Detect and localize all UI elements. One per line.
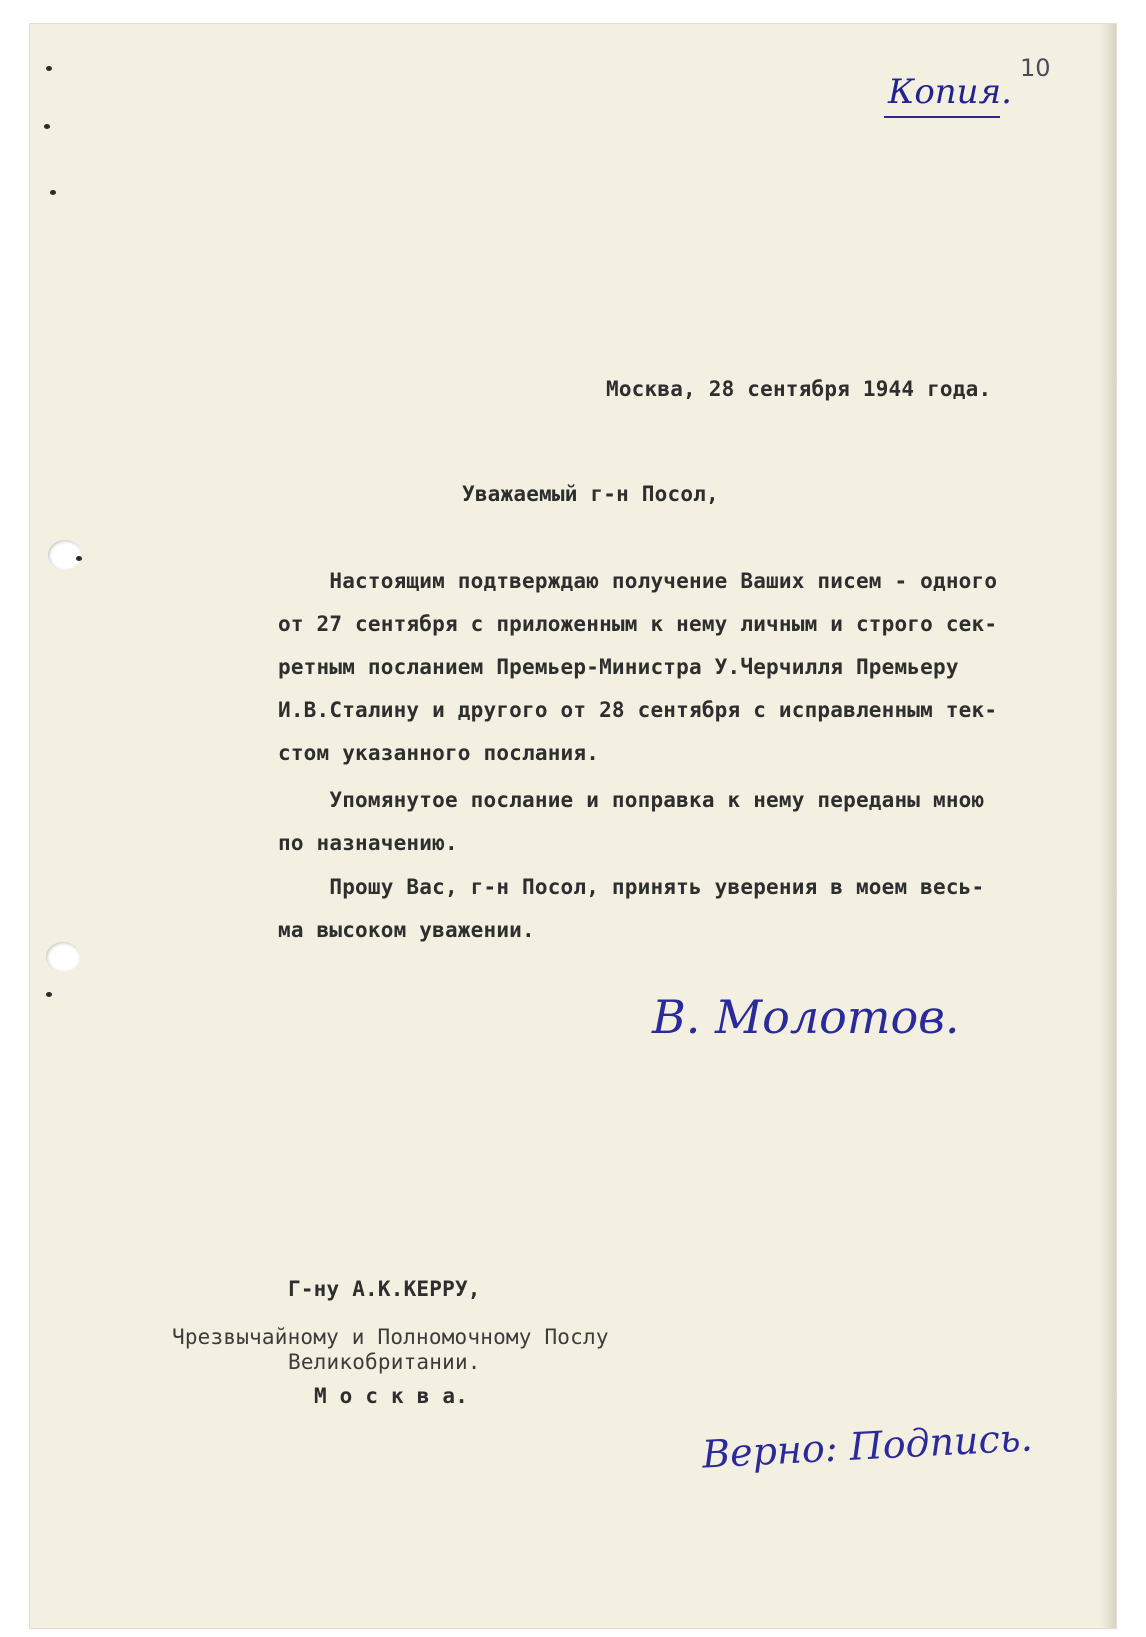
- binder-mark: [76, 556, 82, 561]
- body-line: ма высоком уважении.: [278, 918, 535, 942]
- body-line: Упомянутое послание и поправка к нему переданы мною: [278, 788, 985, 812]
- body-line: ретным посланием Премьер-Министра У.Черчилля Премьеру: [278, 655, 959, 679]
- binder-mark: [46, 992, 52, 997]
- sheet-edge-shadow: [1100, 24, 1116, 1628]
- addressee-name: Г-ну А.К.КЕРРУ,: [288, 1277, 481, 1301]
- addressee-title-line-1: Чрезвычайному и Полномочному Послу: [172, 1325, 609, 1349]
- document-sheet: [30, 24, 1116, 1628]
- copy-mark: Копия.: [888, 72, 1012, 112]
- body-line: от 27 сентября с приложенным к нему личным и строго сек-: [278, 612, 998, 636]
- body-line: стом указанного послания.: [278, 741, 600, 765]
- salutation: Уважаемый г-н Посол,: [462, 482, 719, 506]
- body-line: Прошу Вас, г-н Посол, принять уверения в моем весь-: [278, 875, 985, 899]
- page-number: 10: [1020, 54, 1051, 82]
- signature: В. Молотов.: [652, 990, 960, 1044]
- body-line: И.В.Сталину и другого от 28 сентября с исправленным тек-: [278, 698, 998, 722]
- addressee-city: М о с к в а.: [314, 1384, 469, 1408]
- binder-mark: [50, 190, 56, 195]
- certification-mark: Верно: Подпись.: [701, 1415, 1034, 1477]
- copy-mark-underline: [884, 116, 1000, 118]
- binder-mark: [46, 66, 52, 71]
- date-line: Москва, 28 сентября 1944 года.: [606, 377, 992, 401]
- body-line: по назначению.: [278, 831, 458, 855]
- addressee-title-line-2: Великобритании.: [288, 1350, 481, 1374]
- binder-mark: [44, 124, 50, 129]
- punch-hole-lower: [46, 942, 80, 972]
- body-line: Настоящим подтверждаю получение Ваших писем - одного: [278, 569, 998, 593]
- punch-hole-upper: [48, 540, 82, 570]
